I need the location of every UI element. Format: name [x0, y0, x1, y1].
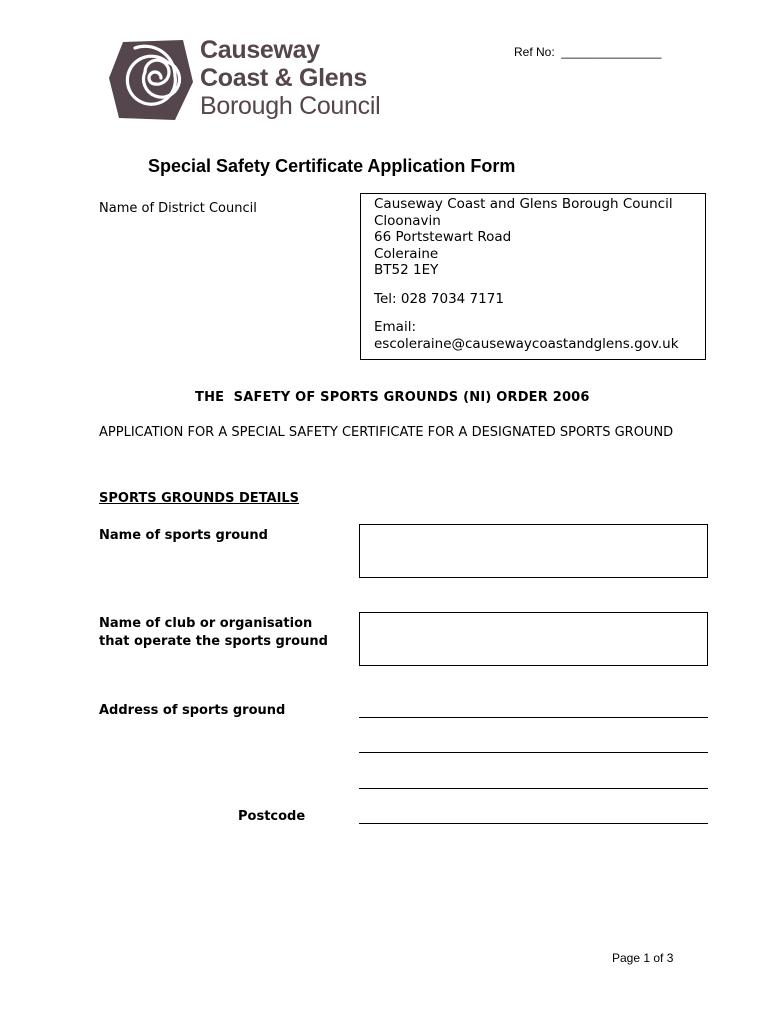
section-title-sports-grounds: SPORTS GROUNDS DETAILS — [99, 491, 300, 506]
address-line: 66 Portstewart Road — [374, 229, 512, 245]
sports-ground-name-input[interactable] — [359, 524, 708, 578]
district-council-label: Name of District Council — [99, 201, 257, 216]
address-line: Causeway Coast and Glens Borough Council — [374, 196, 673, 212]
address-line: Cloonavin — [374, 212, 441, 229]
logo-line-3: Borough Council — [200, 92, 381, 120]
application-description: APPLICATION FOR A SPECIAL SAFETY CERTIFICATE FOR A DESIGNATED SPORTS GROUND — [99, 425, 674, 440]
address-line: BT52 1EY — [374, 262, 439, 278]
logo-line-2: Coast & Glens — [200, 64, 367, 92]
address-line-1-input[interactable] — [359, 717, 708, 718]
address-label: Address of sports ground — [99, 703, 286, 718]
email-label: Email: — [374, 319, 417, 335]
postcode-label: Postcode — [238, 809, 306, 824]
order-title: THE SAFETY OF SPORTS GROUNDS (NI) ORDER 2006 — [195, 390, 590, 405]
council-logo-icon — [109, 38, 193, 122]
email-text: escoleraine@causewaycoastandglens.gov.uk — [374, 335, 679, 352]
sports-ground-name-label: Name of sports ground — [99, 528, 268, 543]
page-number: Page 1 of 3 — [612, 951, 674, 965]
club-label-line-1: Name of club or organisation — [99, 616, 313, 631]
ref-no-field[interactable]: Ref No: _______________ — [514, 45, 662, 59]
page-title: Special Safety Certificate Application Form — [148, 156, 516, 176]
telephone-text: Tel: 028 7034 7171 — [374, 290, 504, 307]
postcode-input[interactable] — [359, 823, 708, 824]
club-label-line-2: that operate the sports ground — [99, 634, 328, 649]
address-line-3-input[interactable] — [359, 788, 708, 789]
district-council-box — [360, 193, 706, 360]
logo-line-1: Causeway — [200, 36, 320, 64]
club-organisation-input[interactable] — [359, 612, 708, 666]
address-line-2-input[interactable] — [359, 752, 708, 753]
council-logo-text — [200, 36, 380, 120]
address-line: Coleraine — [374, 245, 439, 262]
